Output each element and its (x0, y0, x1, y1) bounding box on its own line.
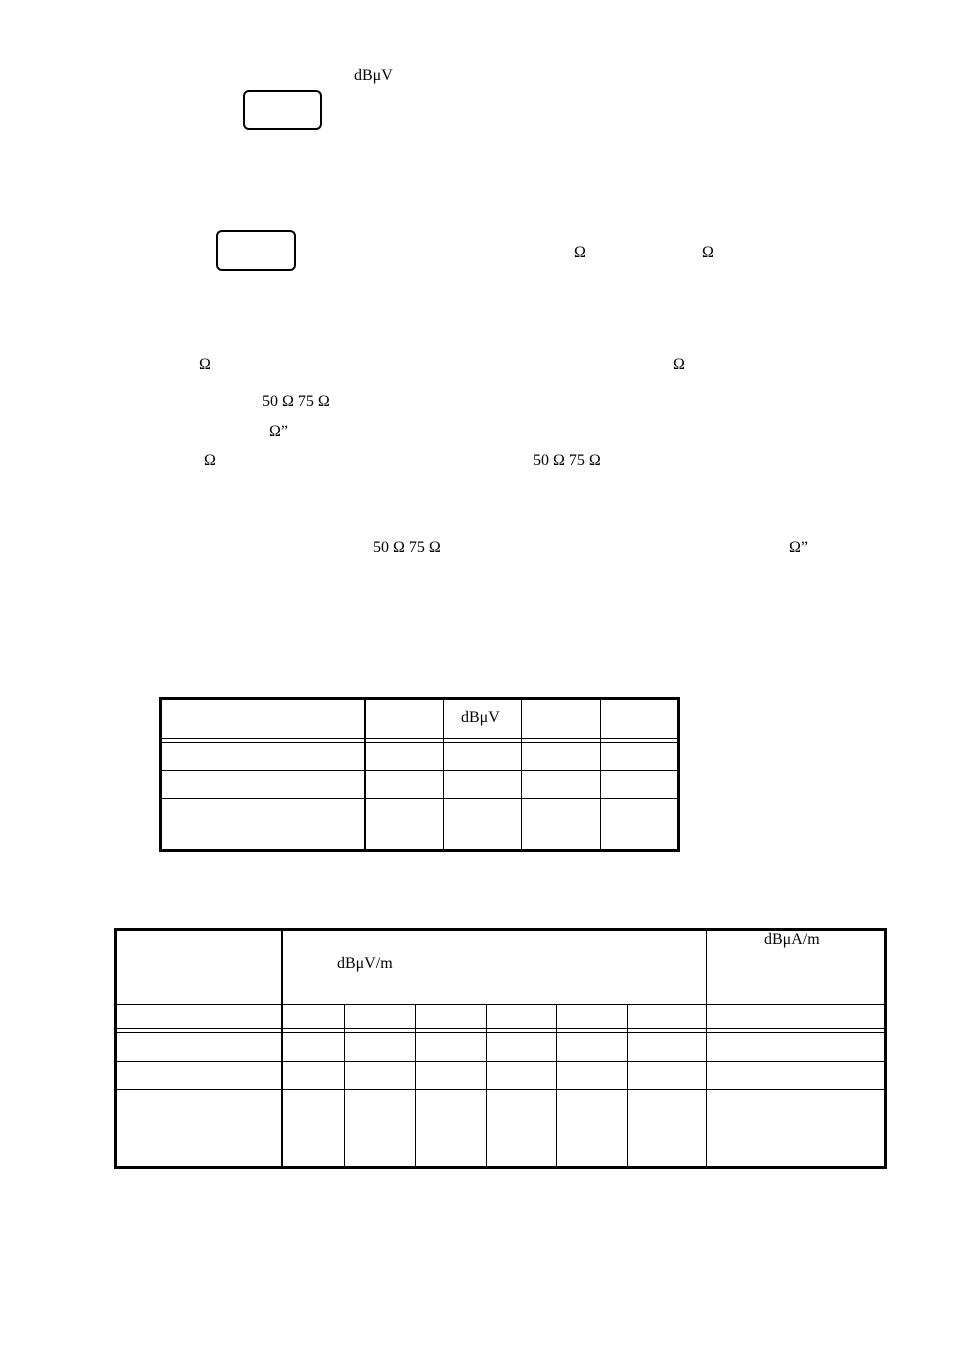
omega-symbol: Ω (574, 244, 586, 261)
omega-symbol: Ω (199, 356, 211, 373)
table-2-col-divider (706, 931, 707, 1166)
table-1 (159, 697, 680, 852)
impedance-pair: 50 Ω 75 Ω (262, 393, 330, 410)
table-2-col-divider (281, 931, 283, 1166)
table-1-header-unit: dBμV (461, 709, 500, 726)
table-1-header-rule (162, 742, 677, 743)
table-2 (114, 928, 887, 1169)
table-1-row-rule (162, 770, 677, 771)
table-1-header-rule (162, 738, 677, 739)
table-2-header-e-field-unit: dBμV/m (337, 955, 393, 972)
impedance-pair: 50 Ω 75 Ω (533, 452, 601, 469)
table-1-col-divider (364, 700, 366, 849)
key-box-1 (243, 90, 322, 130)
table-1-col-divider (600, 700, 601, 849)
omega-symbol: Ω (702, 244, 714, 261)
omega-symbol: Ω (204, 452, 216, 469)
table-2-header-rule (117, 1028, 884, 1029)
table-2-row-rule (117, 1089, 884, 1090)
table-1-row-rule (162, 798, 677, 799)
table-1-col-divider (521, 700, 522, 849)
impedance-pair: 50 Ω 75 Ω (373, 539, 441, 556)
table-2-header-rule (117, 1032, 884, 1033)
unit-label-dbuv: dBμV (354, 67, 393, 84)
table-2-row-rule (117, 1004, 884, 1005)
table-1-col-divider (443, 700, 444, 849)
omega-quote: Ω” (789, 539, 808, 556)
table-2-row-rule (117, 1061, 884, 1062)
table-2-header-h-field-unit: dBμA/m (764, 931, 820, 948)
omega-symbol: Ω (673, 356, 685, 373)
key-box-2 (216, 230, 296, 271)
omega-quote: Ω” (269, 423, 288, 440)
